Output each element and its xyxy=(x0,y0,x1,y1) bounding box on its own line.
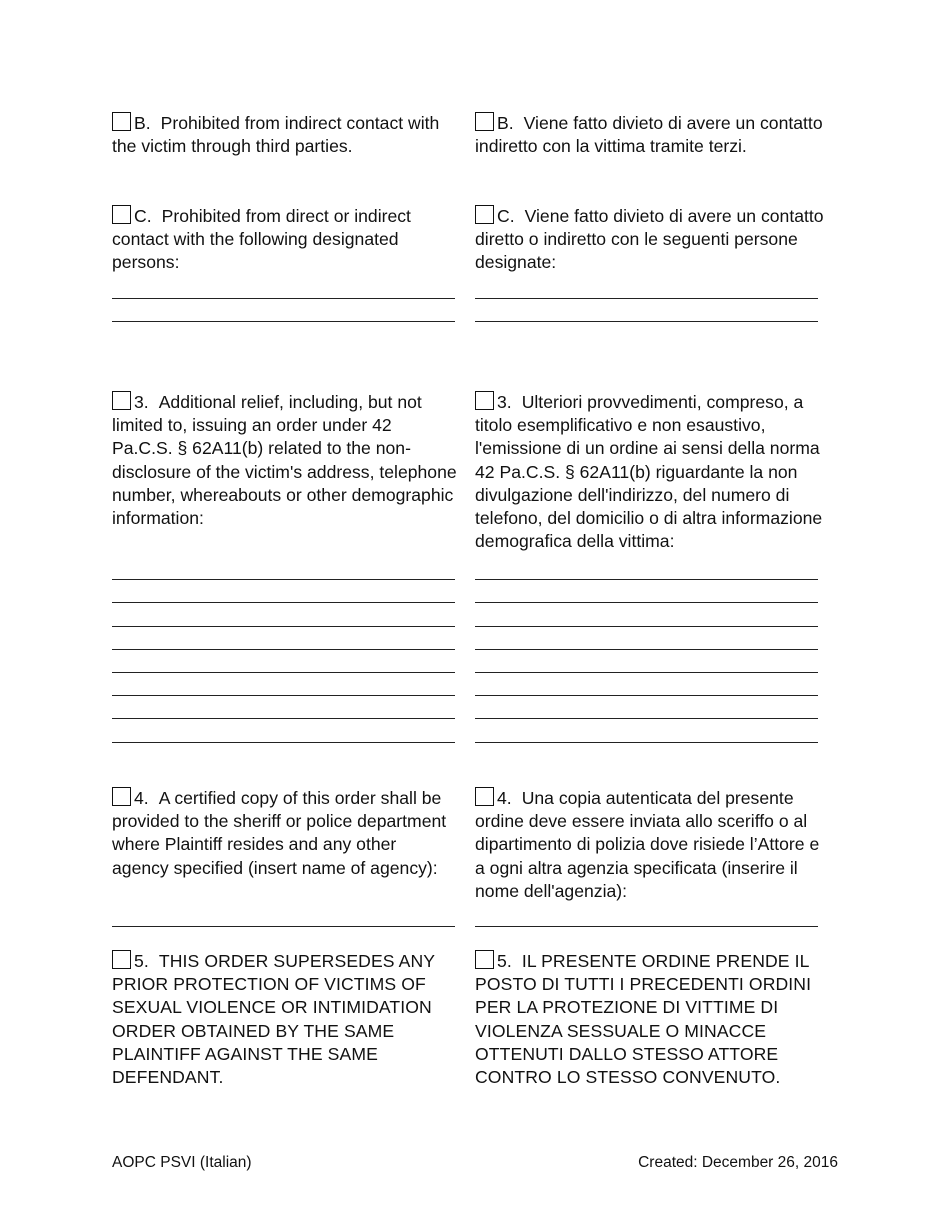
item-c-it-number: C. xyxy=(497,206,515,226)
footer-created-date: Created: December 26, 2016 xyxy=(638,1154,838,1171)
item-5-it-number: 5. xyxy=(497,951,512,971)
blank-line[interactable] xyxy=(112,580,455,603)
item-3-it-text: Ulteriori provvedimenti, compreso, a titolo esemplificativo e non esaustivo, l'emissione di un ordine ai sensi della norma 42 Pa.C.S. § 62A11(b) riguardante la non divulgazione dell'indirizzo, del numero di telefono, del domicilio o di altra informazione demografica della vittima: xyxy=(475,392,823,552)
item-c-en xyxy=(112,205,457,275)
blank-line[interactable] xyxy=(475,719,818,742)
item-b-en xyxy=(112,112,457,158)
item-4-en xyxy=(112,787,457,880)
blank-line[interactable] xyxy=(112,557,455,580)
blank-line[interactable] xyxy=(475,650,818,673)
item-4-en-text: A certified copy of this order shall be provided to the sheriff or police department where Plaintiff resides and any other agency specified (insert name of agency): xyxy=(112,788,447,878)
item-b-it-text: Viene fatto divieto di avere un contatto indiretto con la vittima tramite terzi. xyxy=(475,113,823,157)
footer-form-id: AOPC PSVI (Italian) xyxy=(112,1154,252,1171)
item-4-en-blank-lines xyxy=(112,904,455,927)
item-4-en-checkbox[interactable] xyxy=(112,787,131,806)
blank-line[interactable] xyxy=(112,673,455,696)
item-3-it xyxy=(475,391,825,553)
item-4-it-text: Una copia autenticata del presente ordine deve essere inviata allo sceriffo o al dipartimento di polizia dove risiede l’Attore e a ogni altra agenzia specificata (inserire il nome dell'agenzia): xyxy=(475,788,820,901)
blank-line[interactable] xyxy=(475,299,818,322)
item-4-it-number: 4. xyxy=(497,788,512,808)
item-5-en xyxy=(112,950,457,1089)
item-c-it xyxy=(475,205,825,275)
item-c-en-text: Prohibited from direct or indirect contact with the following designated persons: xyxy=(112,206,411,273)
blank-line[interactable] xyxy=(475,276,818,299)
blank-line[interactable] xyxy=(475,673,818,696)
item-c-en-checkbox[interactable] xyxy=(112,205,131,224)
item-4-it-blank-lines xyxy=(475,904,818,927)
blank-line[interactable] xyxy=(112,696,455,719)
item-5-en-checkbox[interactable] xyxy=(112,950,131,969)
item-3-en xyxy=(112,391,457,530)
blank-line[interactable] xyxy=(112,276,455,299)
blank-line[interactable] xyxy=(475,557,818,580)
blank-line[interactable] xyxy=(475,904,818,927)
blank-line[interactable] xyxy=(112,719,455,742)
blank-line[interactable] xyxy=(475,696,818,719)
item-c-it-blank-lines xyxy=(475,276,818,322)
item-3-en-text: Additional relief, including, but not limited to, issuing an order under 42 Pa.C.S. § 62A11(b) related to the non-disclosure of the victim's address, telephone number, whereabouts or other demographic information: xyxy=(112,392,457,529)
item-5-en-number: 5. xyxy=(134,951,149,971)
item-3-it-number: 3. xyxy=(497,392,512,412)
blank-line[interactable] xyxy=(112,904,455,927)
item-5-it-checkbox[interactable] xyxy=(475,950,494,969)
item-3-en-number: 3. xyxy=(134,392,149,412)
item-4-it-checkbox[interactable] xyxy=(475,787,494,806)
item-b-en-text: Prohibited from indirect contact with the victim through third parties. xyxy=(112,113,440,157)
item-c-it-text: Viene fatto divieto di avere un contatto diretto o indiretto con le seguenti persone designate: xyxy=(475,206,824,273)
item-5-it xyxy=(475,950,825,1089)
blank-line[interactable] xyxy=(475,627,818,650)
blank-line[interactable] xyxy=(112,603,455,626)
item-b-it-checkbox[interactable] xyxy=(475,112,494,131)
blank-line[interactable] xyxy=(112,299,455,322)
item-3-en-blank-lines xyxy=(112,557,455,743)
item-3-it-checkbox[interactable] xyxy=(475,391,494,410)
item-4-en-number: 4. xyxy=(134,788,149,808)
item-b-it-number: B. xyxy=(497,113,514,133)
item-b-en-number: B. xyxy=(134,113,151,133)
item-c-en-blank-lines xyxy=(112,276,455,322)
item-5-it-text: IL PRESENTE ORDINE PRENDE IL POSTO DI TUTTI I PRECEDENTI ORDINI PER LA PROTEZIONE DI VITTIME DI VIOLENZA SESSUALE O MINACCE OTTENUTI DALLO STESSO ATTORE CONTRO LO STESSO CONVENUTO. xyxy=(475,951,812,1088)
item-b-it xyxy=(475,112,825,158)
item-3-en-checkbox[interactable] xyxy=(112,391,131,410)
blank-line[interactable] xyxy=(112,650,455,673)
blank-line[interactable] xyxy=(112,627,455,650)
item-c-en-number: C. xyxy=(134,206,152,226)
item-5-en-text: THIS ORDER SUPERSEDES ANY PRIOR PROTECTION OF VICTIMS OF SEXUAL VIOLENCE OR INTIMIDATION ORDER OBTAINED BY THE SAME PLAINTIFF AGAINST THE SAME DEFENDANT. xyxy=(112,951,435,1088)
item-4-it xyxy=(475,787,825,903)
blank-line[interactable] xyxy=(475,580,818,603)
item-c-it-checkbox[interactable] xyxy=(475,205,494,224)
item-3-it-blank-lines xyxy=(475,557,818,743)
blank-line[interactable] xyxy=(475,603,818,626)
item-b-en-checkbox[interactable] xyxy=(112,112,131,131)
